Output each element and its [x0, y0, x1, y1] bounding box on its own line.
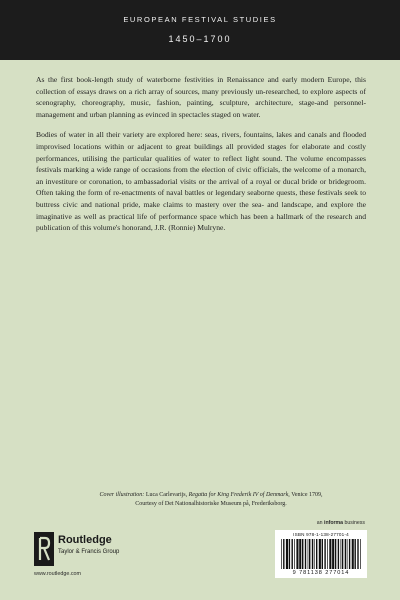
back-cover-blurb	[36, 74, 366, 243]
barcode-bar	[357, 539, 358, 569]
barcode-bar	[338, 539, 339, 569]
barcode-bar	[302, 539, 303, 569]
barcode-bar	[341, 539, 342, 569]
barcode-bar	[309, 539, 310, 569]
barcode-bar	[322, 539, 323, 569]
barcode-bar	[347, 539, 348, 569]
barcode-bar	[308, 539, 309, 569]
blurb-paragraph-1: As the first book-length study of waterborne festivities in Renaissance and early modern Europe, this collection of essays draws on a rich array of sources, many previously un-researched, to explore aspects of scenography, choreography, music, fashion, painting, sculpture, architecture, stage-and personnel-management and urban planning as evinced in spectacles staged on water.	[36, 75, 366, 119]
barcode-bar	[283, 539, 284, 569]
barcode-bar	[327, 539, 328, 569]
barcode-bar	[305, 539, 306, 569]
informa-business-label	[317, 520, 365, 526]
barcode-bar	[352, 539, 354, 569]
barcode-bars	[281, 539, 361, 569]
barcode-bar	[319, 539, 321, 569]
caption-label: Cover illustration:	[99, 492, 145, 498]
barcode-bar	[345, 539, 346, 569]
caption-place-year: , Venice 1709,	[288, 492, 323, 498]
barcode-bar	[312, 539, 313, 569]
barcode-bar	[294, 539, 295, 569]
cover-illustration-caption	[96, 491, 326, 509]
informa-prefix: an	[316, 520, 323, 526]
publisher-url[interactable]: www.routledge.com	[34, 571, 82, 577]
routledge-r-logo-icon	[34, 532, 54, 566]
barcode-bar	[349, 539, 350, 569]
barcode-bar	[360, 539, 361, 569]
barcode-bar	[316, 539, 317, 569]
barcode-bar	[296, 539, 298, 569]
isbn-label: ISBN 978-1-138-27701-4	[293, 532, 349, 537]
barcode-bar	[329, 539, 331, 569]
caption-courtesy: Courtesy of Det Nationalhistoriske Museum på, Frederiksborg.	[135, 501, 287, 507]
blurb-paragraph-2: Bodies of water in all their variety are explored here: seas, rivers, fountains, lakes and canals and flooded improvised locations within or adjacent to great buildings all provided stages for elaborate and costly performances, utilising the particular qualities of water to reflect light sound. The volume encompasses festivals marking a wide range of occasions from the election of civic officials, the welcome of a monarch, an investiture or coronation, to ambassadorial visits or the arrival of a royal or ducal bride or bridegroom. Often taking the form of re-enactments of naval battles or legendary seaborne quests, these festivals seek to buttress civic and national pride, make claims to mastery over the sea- and landscape, and explore the imaginative as well as practical life of performance space which has been a hallmark of the research and publication of this volume's honorand, J.R. (Ronnie) Mulryne.	[36, 130, 366, 233]
barcode-bar	[292, 539, 293, 569]
caption-artist: Luca Carlevarijs,	[145, 492, 188, 498]
barcode-bar	[299, 539, 301, 569]
series-title: EUROPEAN FESTIVAL STUDIES	[123, 15, 277, 24]
isbn-barcode	[275, 530, 367, 578]
publisher-name: Routledge	[58, 534, 112, 546]
informa-brand: informa	[324, 520, 344, 526]
barcode-bar	[281, 539, 282, 569]
barcode-bar	[355, 539, 356, 569]
series-years: 1450–1700	[168, 34, 232, 44]
caption-work-title: Regatta for King Frederik IV of Denmark	[188, 492, 289, 498]
barcode-bar	[335, 539, 336, 569]
barcode-digits: 9 781138 277014	[292, 570, 350, 576]
barcode-bar	[332, 539, 334, 569]
informa-suffix: business	[344, 520, 365, 526]
barcode-bar	[314, 539, 315, 569]
series-band	[0, 0, 400, 60]
publisher-group: Taylor & Francis Group	[58, 549, 120, 555]
barcode-bar	[342, 539, 343, 569]
barcode-bar	[286, 539, 288, 569]
barcode-bar	[324, 539, 325, 569]
barcode-bar	[289, 539, 290, 569]
